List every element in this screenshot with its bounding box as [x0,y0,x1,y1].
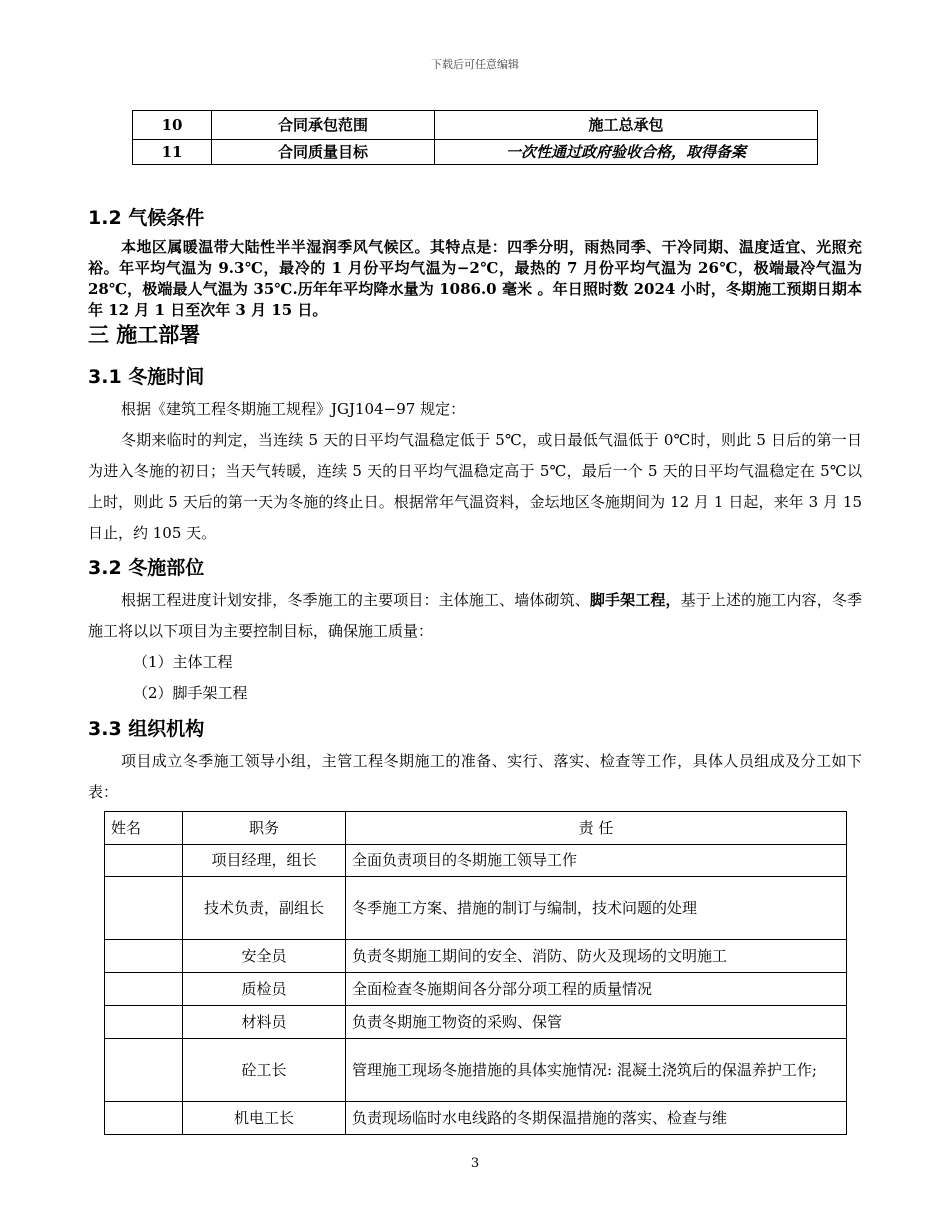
heading-climate: 1.2 气候条件 [88,207,205,229]
staff-table [104,811,847,1135]
list-item: （2）脚手架工程 [133,684,248,702]
cell-role: 技术负责，副组长 [183,877,346,940]
table-row [133,111,818,140]
cell-name [105,973,183,1006]
climate-paragraph: 本地区属暖温带大陆性半半湿润季风气候区。其特点是：四季分明，雨热同季、干冷同期、温度适宜、光照充裕。年平均气温为 9.3℃，最冷的 1 月份平均气温为−2℃，最热的 7 月份平均气温为 26℃，极端最冷气温为 28℃，极端最人气温为 35℃.历年年平均降水量为 1086.0 毫米 。年日照时数 2024 小时，冬期施工预期日期本年 12 月 1 日至次年 3 月 15 日。 [88,238,862,319]
cell-role: 材料员 [183,1006,346,1039]
row-number: 11 [133,140,212,165]
cell-name [105,877,183,940]
winter-parts-text-a: 根据工程进度计划安排，冬季施工的主要项目：主体施工、墙体砌筑、 [121,591,590,609]
table-row [133,140,818,165]
cell-duty: 负责现场临时水电线路的冬期保温措施的落实、检查与维 [346,1102,847,1135]
table-row [105,1102,847,1135]
winter-parts-text-c: 基于上述的施工内容，冬季施工将以以下项目为主要控制目标，确保施工质量： [88,591,862,640]
row-value: 施工总承包 [435,111,818,140]
cell-role: 机电工长 [183,1102,346,1135]
winter-parts-text-bold: 脚手架工程， [589,591,681,609]
table-row [105,940,847,973]
column-header-duty: 责 任 [346,812,847,845]
cell-role: 质检员 [183,973,346,1006]
row-value: 一次性通过政府验收合格，取得备案 [435,140,818,165]
table-row [105,1039,847,1102]
cell-duty: 全面检查冬施期间各分部分项工程的质量情况 [346,973,847,1006]
cell-name [105,940,183,973]
cell-duty: 负责冬期施工期间的安全、消防、防火及现场的文明施工 [346,940,847,973]
table-row [105,877,847,940]
table-header-row [105,812,847,845]
row-number: 10 [133,111,212,140]
row-item: 合同承包范围 [212,111,435,140]
table-row [105,845,847,877]
header-note: 下载后可任意编辑 [431,58,519,71]
list-item: （1）主体工程 [133,653,233,671]
cell-name [105,1006,183,1039]
column-header-role: 职务 [183,812,346,845]
winter-time-intro: 根据《建筑工程冬期施工规程》JGJ104−97 规定： [121,400,466,418]
winter-time-paragraph: 冬期来临时的判定，当连续 5 天的日平均气温稳定低于 5℃，或日最低气温低于 0℃时，则此 5 日后的第一日为进入冬施的初日；当天气转暖，连续 5 天的日平均气温稳定高于 5℃，最后一个 5 天的日平均气温稳定在 5℃以上时，则此 5 天后的第一天为冬施的终止日。根据常年气温资料，金坛地区冬施期间为 12 月 1 日起，来年 3 月 15 日止，约 105 天。 [88,431,862,542]
heading-organization: 3.3 组织机构 [88,718,205,740]
heading-construction-deployment: 三 施工部署 [88,323,201,347]
cell-name [105,845,183,877]
table-row [105,973,847,1006]
heading-winter-parts: 3.2 冬施部位 [88,557,205,579]
cell-name [105,1039,183,1102]
cell-role: 安全员 [183,940,346,973]
page-number: 3 [470,1156,480,1171]
organization-paragraph: 项目成立冬季施工领导小组，主管工程冬期施工的准备、实行、落实、检查等工作，具体人员组成及分工如下表： [88,752,862,801]
cell-duty: 管理施工现场冬施措施的具体实施情况: 混凝土浇筑后的保温养护工作; [346,1039,847,1102]
row-item: 合同质量目标 [212,140,435,165]
cell-duty: 负责冬期施工物资的采购、保管 [346,1006,847,1039]
cell-duty: 全面负责项目的冬期施工领导工作 [346,845,847,877]
cell-duty: 冬季施工方案、措施的制订与编制，技术问题的处理 [346,877,847,940]
heading-winter-time: 3.1 冬施时间 [88,366,205,388]
winter-parts-paragraph [88,585,862,647]
cell-role: 砼工长 [183,1039,346,1102]
column-header-name: 姓名 [105,812,183,845]
table-row [105,1006,847,1039]
cell-name [105,1102,183,1135]
contract-table [132,110,818,165]
cell-role: 项目经理，组长 [183,845,346,877]
